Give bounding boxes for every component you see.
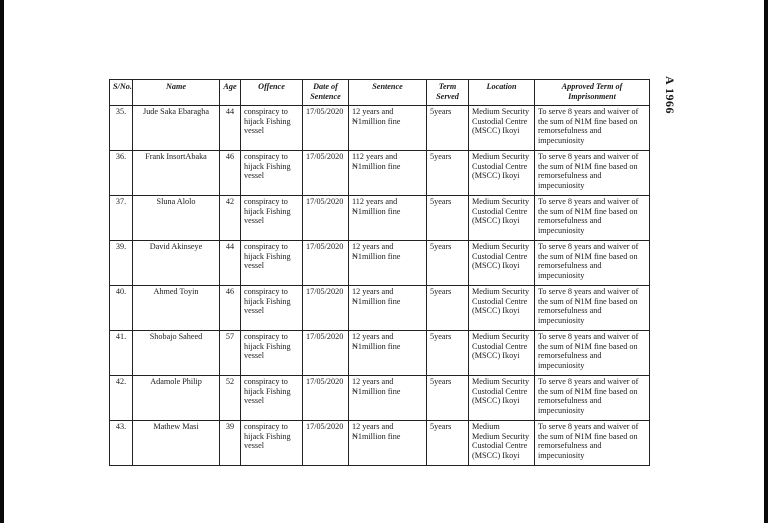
cell-approved-term: To serve 8 years and waiver of the sum of ₦1M fine based on remorsefulness and impecuniosity	[535, 376, 650, 421]
header-sno: S/No.	[110, 80, 133, 106]
table-row	[110, 331, 650, 376]
cell-name: Mathew Masi	[133, 421, 220, 466]
header-sentence: Sentence	[349, 80, 427, 106]
scan-border-right	[764, 0, 768, 523]
header-age: Age	[220, 80, 241, 106]
cell-age: 42	[220, 196, 241, 241]
location-line: (MSCC) Ikoyi	[472, 351, 520, 361]
location-line: Medium Security	[472, 377, 530, 386]
cell-approved-term: To serve 8 years and waiver of the sum of ₦1M fine based on remorsefulness and impecuniosity	[535, 421, 650, 466]
location-line: Custodial Centre	[472, 206, 528, 216]
cell-sentence: 12 years and ₦1million fine	[349, 331, 427, 376]
cell-age: 57	[220, 331, 241, 376]
location-line: Custodial Centre	[472, 251, 528, 261]
cell-term-served: 5years	[427, 151, 469, 196]
cell-term-served: 5years	[427, 376, 469, 421]
table-header-row	[110, 80, 650, 106]
location-line: (MSCC) Ikoyi	[472, 261, 520, 271]
cell-date: 17/05/2020	[303, 196, 349, 241]
location-line: Medium Security	[472, 152, 530, 161]
cell-age: 46	[220, 151, 241, 196]
cell-sentence: 112 years and ₦1million fine	[349, 196, 427, 241]
table-row	[110, 151, 650, 196]
cell-location	[469, 196, 535, 241]
header-approved-term: Approved Term of Imprisonment	[535, 80, 650, 106]
cell-sno: 39.	[110, 241, 133, 286]
cell-date: 17/05/2020	[303, 151, 349, 196]
header-offence: Offence	[241, 80, 303, 106]
scan-border-left	[0, 0, 4, 523]
header-term-served: Term Served	[427, 80, 469, 106]
location-line: Custodial Centre	[472, 441, 528, 451]
cell-date: 17/05/2020	[303, 331, 349, 376]
cell-approved-term: To serve 8 years and waiver of the sum of ₦1M fine based on remorsefulness and impecuniosity	[535, 286, 650, 331]
cell-term-served: 5years	[427, 241, 469, 286]
sentence-table	[109, 79, 650, 466]
table-row	[110, 376, 650, 421]
cell-location	[469, 106, 535, 151]
location-line: (MSCC) Ikoyi	[472, 450, 520, 460]
location-line: Medium Security	[472, 332, 530, 341]
location-line: Medium Security	[472, 242, 530, 251]
cell-sno: 35.	[110, 106, 133, 151]
cell-sno: 37.	[110, 196, 133, 241]
cell-date: 17/05/2020	[303, 241, 349, 286]
cell-approved-term: To serve 8 years and waiver of the sum of ₦1M fine based on remorsefulness and impecuniosity	[535, 106, 650, 151]
cell-sentence: 12 years and ₦1million fine	[349, 106, 427, 151]
cell-approved-term: To serve 8 years and waiver of the sum of ₦1M fine based on remorsefulness and impecuniosity	[535, 151, 650, 196]
cell-location	[469, 286, 535, 331]
location-line: (MSCC) Ikoyi	[472, 216, 520, 226]
location-line: Medium Security	[472, 431, 530, 441]
cell-location	[469, 376, 535, 421]
cell-age: 39	[220, 421, 241, 466]
cell-approved-term: To serve 8 years and waiver of the sum of ₦1M fine based on remorsefulness and impecuniosity	[535, 331, 650, 376]
cell-name: Jude Saka Ebaragha	[133, 106, 220, 151]
location-line: Medium Security	[472, 107, 530, 116]
table-row	[110, 241, 650, 286]
cell-date: 17/05/2020	[303, 106, 349, 151]
header-location: Location	[469, 80, 535, 106]
cell-name: Ahmed Toyin	[133, 286, 220, 331]
cell-offence: conspiracy to hijack Fishing vessel	[241, 196, 303, 241]
location-line: Custodial Centre	[472, 161, 528, 171]
cell-name: Adamole Philip	[133, 376, 220, 421]
cell-sentence: 112 years and ₦1million fine	[349, 151, 427, 196]
cell-age: 52	[220, 376, 241, 421]
cell-offence: conspiracy to hijack Fishing vessel	[241, 286, 303, 331]
cell-location	[469, 331, 535, 376]
cell-sentence: 12 years and ₦1million fine	[349, 241, 427, 286]
location-line: Custodial Centre	[472, 386, 528, 396]
cell-sno: 42.	[110, 376, 133, 421]
location-line: Medium Security	[472, 197, 530, 206]
cell-name: Shobajo Saheed	[133, 331, 220, 376]
cell-offence: conspiracy to hijack Fishing vessel	[241, 376, 303, 421]
table-row	[110, 196, 650, 241]
cell-term-served: 5years	[427, 331, 469, 376]
cell-sentence: 12 years and ₦1million fine	[349, 376, 427, 421]
cell-sno: 43.	[110, 421, 133, 466]
cell-location	[469, 241, 535, 286]
cell-location	[469, 421, 535, 466]
cell-age: 46	[220, 286, 241, 331]
cell-term-served: 5years	[427, 286, 469, 331]
cell-sno: 40.	[110, 286, 133, 331]
table-row	[110, 286, 650, 331]
cell-sentence: 12 years and ₦1million fine	[349, 286, 427, 331]
location-line: Medium	[472, 422, 500, 431]
location-line: Custodial Centre	[472, 116, 528, 126]
cell-name: Sluna Alolo	[133, 196, 220, 241]
cell-date: 17/05/2020	[303, 286, 349, 331]
cell-offence: conspiracy to hijack Fishing vessel	[241, 106, 303, 151]
table-row	[110, 421, 650, 466]
page-number: A 1966	[663, 76, 677, 115]
location-line: Custodial Centre	[472, 296, 528, 306]
location-line: (MSCC) Ikoyi	[472, 396, 520, 406]
location-line: (MSCC) Ikoyi	[472, 306, 520, 316]
location-line: (MSCC) Ikoyi	[472, 126, 520, 136]
cell-name: David Akinseye	[133, 241, 220, 286]
cell-location	[469, 151, 535, 196]
cell-approved-term: To serve 8 years and waiver of the sum of ₦1M fine based on remorsefulness and impecuniosity	[535, 241, 650, 286]
cell-offence: conspiracy to hijack Fishing vessel	[241, 241, 303, 286]
header-date-of-sentence: Date of Sentence	[303, 80, 349, 106]
cell-term-served: 5years	[427, 196, 469, 241]
cell-date: 17/05/2020	[303, 376, 349, 421]
cell-term-served: 5years	[427, 106, 469, 151]
cell-offence: conspiracy to hijack Fishing vessel	[241, 331, 303, 376]
location-line: (MSCC) Ikoyi	[472, 171, 520, 181]
location-line: Custodial Centre	[472, 341, 528, 351]
cell-approved-term: To serve 8 years and waiver of the sum of ₦1M fine based on remorsefulness and impecuniosity	[535, 196, 650, 241]
cell-offence: conspiracy to hijack Fishing vessel	[241, 421, 303, 466]
cell-sno: 41.	[110, 331, 133, 376]
cell-sno: 36.	[110, 151, 133, 196]
cell-term-served: 5years	[427, 421, 469, 466]
cell-date: 17/05/2020	[303, 421, 349, 466]
cell-age: 44	[220, 241, 241, 286]
cell-sentence: 12 years and ₦1million fine	[349, 421, 427, 466]
table-row	[110, 106, 650, 151]
location-line: Medium Security	[472, 287, 530, 296]
cell-offence: conspiracy to hijack Fishing vessel	[241, 151, 303, 196]
cell-name: Frank InsortAbaka	[133, 151, 220, 196]
header-name: Name	[133, 80, 220, 106]
cell-age: 44	[220, 106, 241, 151]
